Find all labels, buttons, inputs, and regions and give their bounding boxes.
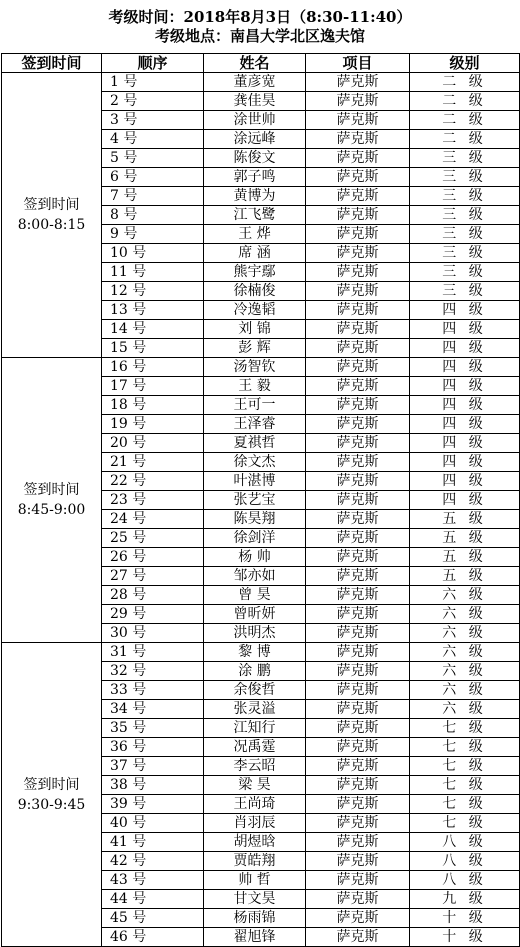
order-cell: 22 号: [102, 472, 204, 491]
project-cell: 萨克斯: [306, 909, 410, 928]
project-cell: 萨克斯: [306, 662, 410, 681]
level-cell: 七 级: [410, 757, 520, 776]
checkin-time-range: 8:45-9:00: [17, 502, 86, 518]
order-cell: 33 号: [102, 681, 204, 700]
level-cell: 三 级: [410, 225, 520, 244]
order-cell: 32 号: [102, 662, 204, 681]
project-cell: 萨克斯: [306, 852, 410, 871]
name-cell: 陈昊翔: [204, 510, 306, 529]
order-cell: 23 号: [102, 491, 204, 510]
name-cell: 洪明杰: [204, 624, 306, 643]
level-cell: 三 级: [410, 282, 520, 301]
project-cell: 萨克斯: [306, 719, 410, 738]
level-cell: 八 级: [410, 852, 520, 871]
column-header-checkin: 签到时间: [2, 54, 102, 73]
name-cell: 汤智钦: [204, 358, 306, 377]
table-row: [2, 73, 520, 92]
name-cell: 冷逸韬: [204, 301, 306, 320]
order-cell: 2 号: [102, 92, 204, 111]
project-cell: 萨克斯: [306, 510, 410, 529]
level-cell: 三 级: [410, 263, 520, 282]
level-cell: 八 级: [410, 871, 520, 890]
project-cell: 萨克斯: [306, 263, 410, 282]
level-cell: 十 级: [410, 928, 520, 947]
order-cell: 5 号: [102, 149, 204, 168]
name-cell: 曾昕妍: [204, 605, 306, 624]
level-cell: 十 级: [410, 909, 520, 928]
level-cell: 七 级: [410, 776, 520, 795]
level-cell: 四 级: [410, 339, 520, 358]
level-cell: 四 级: [410, 301, 520, 320]
order-cell: 34 号: [102, 700, 204, 719]
level-cell: 四 级: [410, 415, 520, 434]
order-cell: 24 号: [102, 510, 204, 529]
level-cell: 四 级: [410, 434, 520, 453]
level-cell: 八 级: [410, 833, 520, 852]
project-cell: 萨克斯: [306, 491, 410, 510]
checkin-label: 签到时间: [23, 197, 80, 213]
name-cell: 甘文昊: [204, 890, 306, 909]
name-cell: 彭 辉: [204, 339, 306, 358]
project-cell: 萨克斯: [306, 282, 410, 301]
order-cell: 21 号: [102, 453, 204, 472]
name-cell: 胡煜晗: [204, 833, 306, 852]
name-cell: 杨雨锦: [204, 909, 306, 928]
name-cell: 涂 鹏: [204, 662, 306, 681]
order-cell: 13 号: [102, 301, 204, 320]
project-cell: 萨克斯: [306, 130, 410, 149]
level-cell: 七 级: [410, 814, 520, 833]
project-cell: 萨克斯: [306, 472, 410, 491]
level-cell: 三 级: [410, 168, 520, 187]
level-cell: 六 级: [410, 605, 520, 624]
level-cell: 七 级: [410, 795, 520, 814]
checkin-time-cell: [2, 358, 102, 643]
name-cell: 徐剑洋: [204, 529, 306, 548]
project-cell: 萨克斯: [306, 624, 410, 643]
project-cell: 萨克斯: [306, 358, 410, 377]
project-cell: 萨克斯: [306, 814, 410, 833]
level-cell: 六 级: [410, 681, 520, 700]
order-cell: 1 号: [102, 73, 204, 92]
name-cell: 翟旭锋: [204, 928, 306, 947]
order-cell: 40 号: [102, 814, 204, 833]
level-cell: 四 级: [410, 453, 520, 472]
level-cell: 六 级: [410, 643, 520, 662]
level-cell: 四 级: [410, 358, 520, 377]
project-cell: 萨克斯: [306, 567, 410, 586]
level-cell: 四 级: [410, 396, 520, 415]
level-cell: 四 级: [410, 320, 520, 339]
level-cell: 四 级: [410, 491, 520, 510]
name-cell: 况禹霆: [204, 738, 306, 757]
project-cell: 萨克斯: [306, 681, 410, 700]
name-cell: 杨 帅: [204, 548, 306, 567]
name-cell: 席 涵: [204, 244, 306, 263]
project-cell: 萨克斯: [306, 586, 410, 605]
name-cell: 涂远峰: [204, 130, 306, 149]
level-cell: 三 级: [410, 187, 520, 206]
project-cell: 萨克斯: [306, 833, 410, 852]
level-cell: 四 级: [410, 472, 520, 491]
level-cell: 六 级: [410, 662, 520, 681]
name-cell: 帅 哲: [204, 871, 306, 890]
project-cell: 萨克斯: [306, 890, 410, 909]
project-cell: 萨克斯: [306, 301, 410, 320]
project-cell: 萨克斯: [306, 757, 410, 776]
name-cell: 余俊哲: [204, 681, 306, 700]
name-cell: 徐文杰: [204, 453, 306, 472]
order-cell: 12 号: [102, 282, 204, 301]
level-cell: 五 级: [410, 548, 520, 567]
level-cell: 五 级: [410, 510, 520, 529]
level-cell: 二 级: [410, 130, 520, 149]
order-cell: 41 号: [102, 833, 204, 852]
order-cell: 9 号: [102, 225, 204, 244]
checkin-time-cell: [2, 643, 102, 947]
table-body: [2, 73, 520, 947]
order-cell: 46 号: [102, 928, 204, 947]
name-cell: 梁 昊: [204, 776, 306, 795]
project-cell: 萨克斯: [306, 795, 410, 814]
column-header-level: 级别: [410, 54, 520, 73]
order-cell: 38 号: [102, 776, 204, 795]
order-cell: 27 号: [102, 567, 204, 586]
project-cell: 萨克斯: [306, 605, 410, 624]
name-cell: 黄博为: [204, 187, 306, 206]
level-cell: 三 级: [410, 206, 520, 225]
project-cell: 萨克斯: [306, 396, 410, 415]
name-cell: 王尚琦: [204, 795, 306, 814]
order-cell: 43 号: [102, 871, 204, 890]
order-cell: 26 号: [102, 548, 204, 567]
project-cell: 萨克斯: [306, 529, 410, 548]
name-cell: 贾皓翔: [204, 852, 306, 871]
level-cell: 六 级: [410, 624, 520, 643]
order-cell: 4 号: [102, 130, 204, 149]
project-cell: 萨克斯: [306, 434, 410, 453]
project-cell: 萨克斯: [306, 92, 410, 111]
order-cell: 14 号: [102, 320, 204, 339]
order-cell: 44 号: [102, 890, 204, 909]
level-cell: 九 级: [410, 890, 520, 909]
order-cell: 42 号: [102, 852, 204, 871]
level-cell: 六 级: [410, 700, 520, 719]
project-cell: 萨克斯: [306, 643, 410, 662]
project-cell: 萨克斯: [306, 187, 410, 206]
order-cell: 35 号: [102, 719, 204, 738]
order-cell: 16 号: [102, 358, 204, 377]
level-cell: 六 级: [410, 586, 520, 605]
project-cell: 萨克斯: [306, 738, 410, 757]
order-cell: 36 号: [102, 738, 204, 757]
name-cell: 陈俊文: [204, 149, 306, 168]
project-cell: 萨克斯: [306, 928, 410, 947]
order-cell: 8 号: [102, 206, 204, 225]
project-cell: 萨克斯: [306, 168, 410, 187]
name-cell: 邹亦如: [204, 567, 306, 586]
level-cell: 二 级: [410, 111, 520, 130]
column-header-name: 姓名: [204, 54, 306, 73]
project-cell: 萨克斯: [306, 149, 410, 168]
order-cell: 11 号: [102, 263, 204, 282]
project-cell: 萨克斯: [306, 244, 410, 263]
project-cell: 萨克斯: [306, 453, 410, 472]
name-cell: 曾 昊: [204, 586, 306, 605]
exam-time-heading: 考级时间：2018年8月3日（8:30-11:40）: [108, 8, 412, 26]
name-cell: 张灵溢: [204, 700, 306, 719]
project-cell: 萨克斯: [306, 871, 410, 890]
order-cell: 19 号: [102, 415, 204, 434]
name-cell: 张艺宝: [204, 491, 306, 510]
name-cell: 龚佳昊: [204, 92, 306, 111]
name-cell: 王 烨: [204, 225, 306, 244]
checkin-time-range: 8:00-8:15: [17, 217, 86, 233]
order-cell: 20 号: [102, 434, 204, 453]
name-cell: 涂世帅: [204, 111, 306, 130]
order-cell: 18 号: [102, 396, 204, 415]
level-cell: 七 级: [410, 738, 520, 757]
name-cell: 王可一: [204, 396, 306, 415]
name-cell: 叶湛博: [204, 472, 306, 491]
order-cell: 10 号: [102, 244, 204, 263]
project-cell: 萨克斯: [306, 111, 410, 130]
name-cell: 熊宇鄢: [204, 263, 306, 282]
project-cell: 萨克斯: [306, 206, 410, 225]
project-cell: 萨克斯: [306, 776, 410, 795]
column-header-project: 项目: [306, 54, 410, 73]
order-cell: 7 号: [102, 187, 204, 206]
column-header-order: 顺序: [102, 54, 204, 73]
checkin-time-range: 9:30-9:45: [17, 796, 86, 813]
project-cell: 萨克斯: [306, 700, 410, 719]
order-cell: 37 号: [102, 757, 204, 776]
name-cell: 刘 锦: [204, 320, 306, 339]
checkin-label: 签到时间: [23, 482, 80, 498]
project-cell: 萨克斯: [306, 377, 410, 396]
table-row: [2, 643, 520, 662]
order-cell: 6 号: [102, 168, 204, 187]
project-cell: 萨克斯: [306, 225, 410, 244]
schedule-table: [1, 53, 520, 947]
name-cell: 黎 博: [204, 643, 306, 662]
document-header: [0, 0, 520, 53]
project-cell: 萨克斯: [306, 415, 410, 434]
checkin-time-cell: [2, 73, 102, 358]
order-cell: 28 号: [102, 586, 204, 605]
table-header-row: [2, 54, 520, 73]
name-cell: 徐楠俊: [204, 282, 306, 301]
level-cell: 五 级: [410, 529, 520, 548]
order-cell: 29 号: [102, 605, 204, 624]
checkin-label: 签到时间: [23, 776, 80, 793]
order-cell: 25 号: [102, 529, 204, 548]
order-cell: 17 号: [102, 377, 204, 396]
order-cell: 31 号: [102, 643, 204, 662]
project-cell: 萨克斯: [306, 548, 410, 567]
order-cell: 45 号: [102, 909, 204, 928]
table-row: [2, 358, 520, 377]
name-cell: 董彦宽: [204, 73, 306, 92]
order-cell: 3 号: [102, 111, 204, 130]
name-cell: 夏祺哲: [204, 434, 306, 453]
level-cell: 四 级: [410, 377, 520, 396]
name-cell: 江知行: [204, 719, 306, 738]
level-cell: 二 级: [410, 92, 520, 111]
exam-location-heading: 考级地点：南昌大学北区逸夫馆: [154, 27, 365, 45]
name-cell: 李云昭: [204, 757, 306, 776]
level-cell: 二 级: [410, 73, 520, 92]
order-cell: 15 号: [102, 339, 204, 358]
project-cell: 萨克斯: [306, 73, 410, 92]
name-cell: 王 毅: [204, 377, 306, 396]
project-cell: 萨克斯: [306, 320, 410, 339]
level-cell: 三 级: [410, 244, 520, 263]
level-cell: 三 级: [410, 149, 520, 168]
order-cell: 39 号: [102, 795, 204, 814]
level-cell: 五 级: [410, 567, 520, 586]
order-cell: 30 号: [102, 624, 204, 643]
name-cell: 江飞鹭: [204, 206, 306, 225]
name-cell: 王泽睿: [204, 415, 306, 434]
level-cell: 七 级: [410, 719, 520, 738]
project-cell: 萨克斯: [306, 339, 410, 358]
name-cell: 肖羽辰: [204, 814, 306, 833]
name-cell: 郭子鸣: [204, 168, 306, 187]
